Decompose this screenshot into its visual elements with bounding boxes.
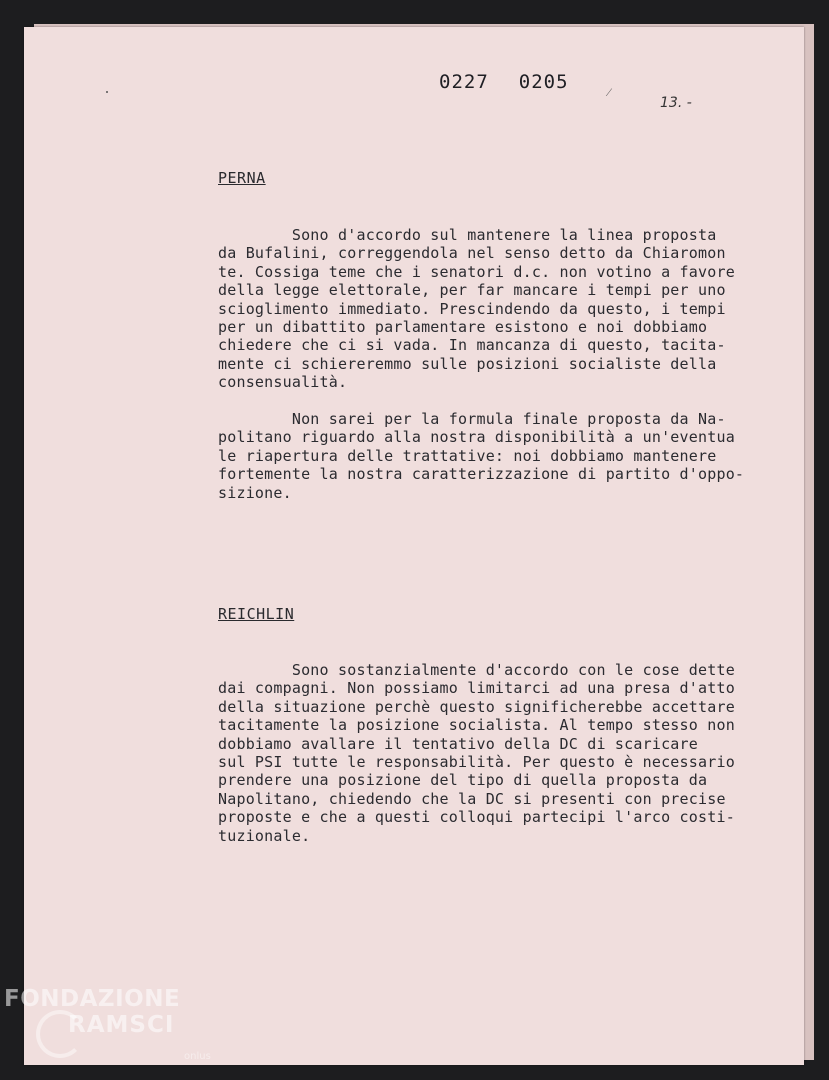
speaker-heading-reichlin: REICHLIN	[218, 605, 295, 623]
speaker-heading-perna: PERNA	[218, 169, 266, 187]
archive-number-2: 0205	[518, 71, 569, 93]
paragraph-reichlin-1: Sono sostanzialmente d'accordo con le cose dette dai compagni. Non possiamo limitarci ad una presa d'atto della situazione perchè questo significherebbe accettare tacitamente la posizione socialista. Al tempo stesso non dobbiamo avallare il tentativo della DC di scaricare sul PSI tutte le responsabilità. Per questo è necessario prendere una posizione del tipo di quella proposta da Napolitano, chiedendo che la DC si presenti con precise proposte e che a questi colloqui partecipi l'arco costi- tuzionale.	[218, 661, 735, 845]
watermark-line-1: FONDAZIONE	[4, 986, 181, 1012]
document-page	[24, 27, 804, 1065]
watermark-line-3: onlus	[184, 1051, 211, 1062]
watermark-logo	[4, 986, 180, 1038]
watermark-g-icon	[36, 1010, 84, 1058]
paragraph-perna-2: Non sarei per la formula finale proposta da Na- politano riguardo alla nostra disponibilità a un'eventua le riapertura delle trattative: noi dobbiamo mantenere fortemente la nostra caratterizzazione di partito d'oppo- sizione.	[218, 410, 745, 502]
watermark-line-2: RAMSCI	[68, 1012, 175, 1038]
archive-number-1: 0227	[439, 71, 489, 93]
paper-speck	[106, 91, 108, 93]
archive-stamp	[439, 71, 599, 93]
page-number: 13. -	[660, 95, 692, 111]
paragraph-perna-1: Sono d'accordo sul mantenere la linea proposta da Bufalini, correggendola nel senso detto da Chiaromon te. Cossiga teme che i senatori d.c. non votino a favore della legge elettorale, per far mancare i tempi per uno scioglimento immediato. Prescindendo da questo, i tempi per un dibattito parlamentare esistono e noi dobbiamo chiedere che ci si vada. In mancanza di questo, tacita- mente ci schiereremmo sulle posizioni socialiste della consensualità.	[218, 226, 735, 392]
handwritten-mark: ⁄	[608, 85, 611, 99]
